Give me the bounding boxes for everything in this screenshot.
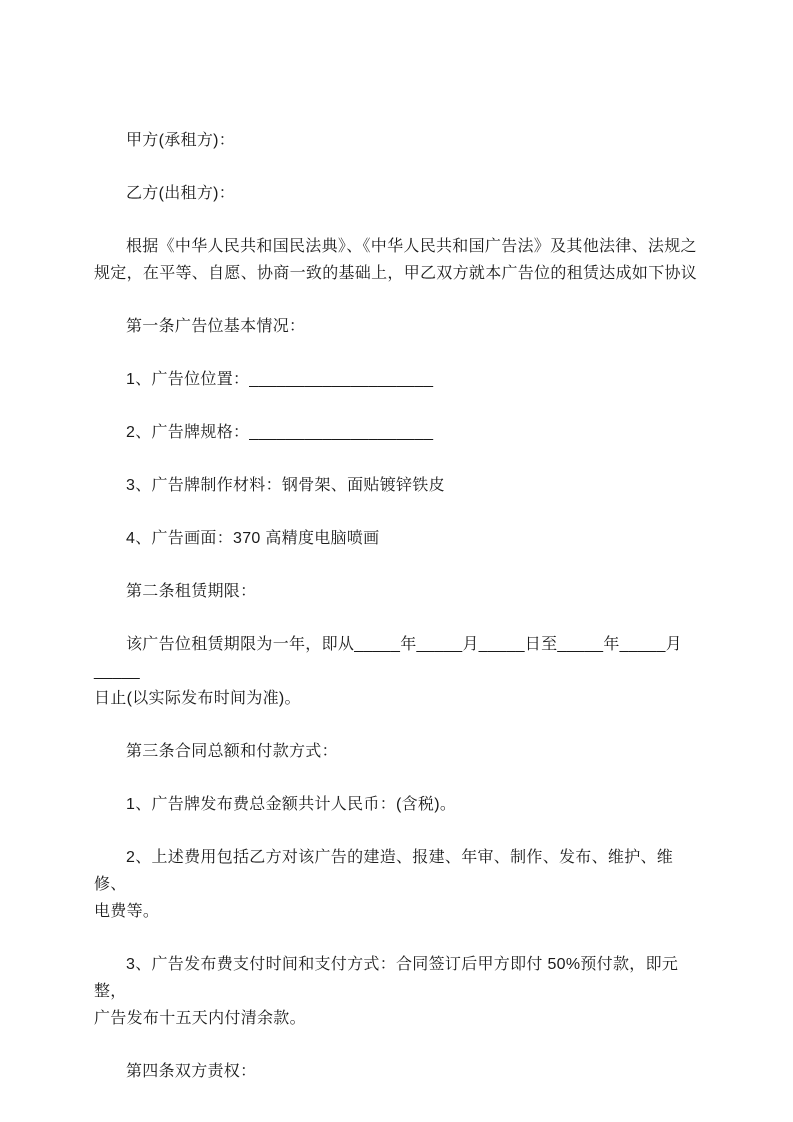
para-item-ad-location: [94, 366, 705, 393]
text-line: 3、广告牌制作材料：钢骨架、面贴镀锌铁皮: [126, 477, 445, 494]
text-line: 乙方(出租方)：: [126, 185, 236, 202]
para-clause-4-heading: [94, 1058, 705, 1085]
para-party-b: [94, 180, 705, 207]
text-line: 3、广告发布费支付时间和支付方式：合同签订后甲方即付 50%预付款，即元整，: [94, 956, 679, 1000]
text-line: 1、广告牌发布费总金额共计人民币：(含税)。: [126, 796, 457, 813]
para-item-board-size: [94, 419, 705, 446]
text-line: 第一条广告位基本情况：: [126, 318, 306, 335]
text-line: 第三条合同总额和付款方式：: [126, 743, 338, 760]
text-line: 第二条租赁期限：: [126, 583, 257, 600]
text-line: 2、广告牌规格：____________________: [126, 424, 434, 441]
contract-body: [94, 127, 705, 1085]
text-line: 根据《中华人民共和国民法典》、《中华人民共和国广告法》及其他法律、法规之: [126, 238, 697, 255]
para-item-ad-picture: [94, 525, 705, 552]
para-item-payment-terms: [94, 951, 705, 1032]
text-line: 4、广告画面：370 高精度电脑喷画: [126, 530, 380, 547]
text-line: 规定，在平等、自愿、协商一致的基础上，甲乙双方就本广告位的租赁达成如下协议: [94, 265, 698, 282]
text-line: 该广告位租赁期限为一年，即从_____年_____月_____日至_____年_____月_____: [94, 636, 682, 680]
text-line: 电费等。: [94, 903, 160, 920]
para-preamble: [94, 233, 705, 287]
para-party-a: [94, 127, 705, 154]
para-item-fee-includes: [94, 844, 705, 925]
para-clause-2-heading: [94, 578, 705, 605]
text-line: 日止(以实际发布时间为准)。: [94, 690, 301, 707]
para-clause-3-heading: [94, 738, 705, 765]
text-line: 广告发布十五天内付清余款。: [94, 1010, 306, 1027]
text-line: 第四条双方责权：: [126, 1063, 257, 1080]
para-item-total-fee: [94, 791, 705, 818]
para-item-board-material: [94, 472, 705, 499]
text-line: 甲方(承租方)：: [126, 132, 236, 149]
text-line: 2、上述费用包括乙方对该广告的建造、报建、年审、制作、发布、维护、维修、: [94, 849, 674, 893]
para-clause-1-heading: [94, 313, 705, 340]
para-lease-term: [94, 631, 705, 712]
text-line: 1、广告位位置：____________________: [126, 371, 434, 388]
